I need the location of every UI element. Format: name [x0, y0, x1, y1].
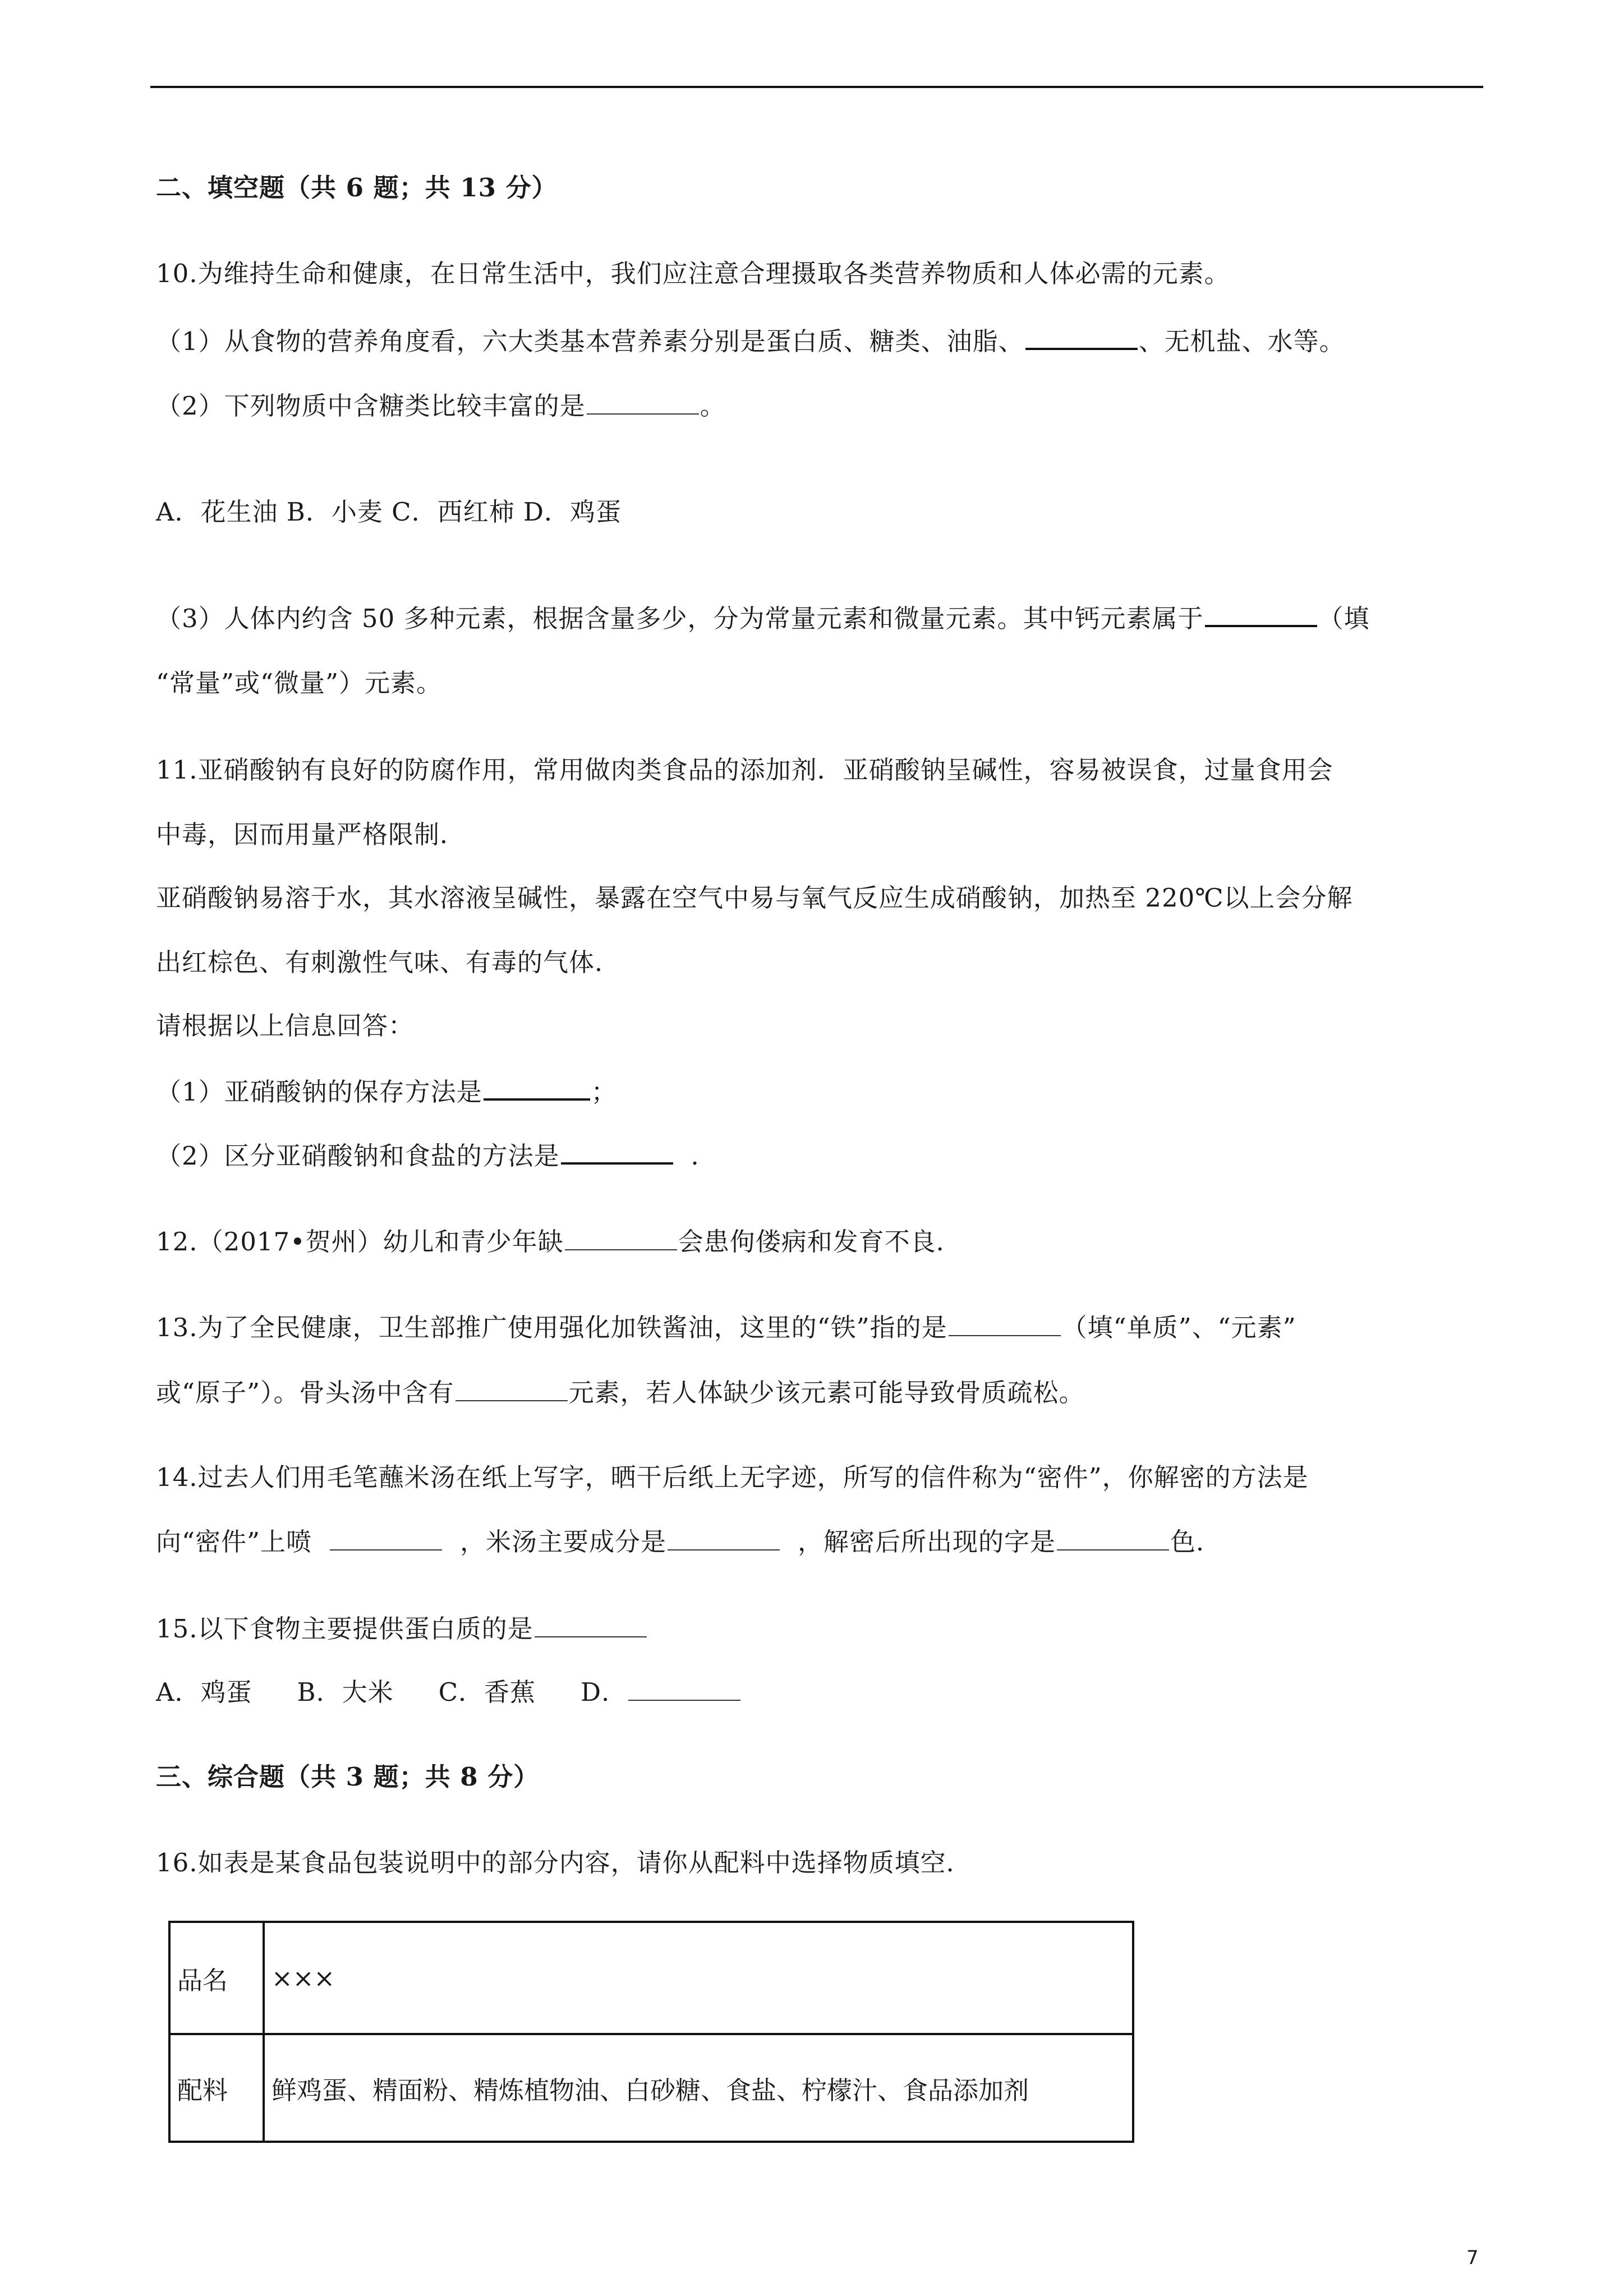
- answer-blank[interactable]: [484, 1074, 590, 1101]
- answer-blank[interactable]: [587, 389, 699, 415]
- answer-blank[interactable]: [1057, 1525, 1169, 1550]
- q10-part2: [156, 389, 726, 423]
- answer-blank[interactable]: [535, 1612, 647, 1637]
- q11-part2: [156, 1138, 717, 1173]
- q10-part3-text: （3）人体内约含 50 多种元素，根据含量多少，分为常量元素和微量元素。其中钙元素属于: [156, 604, 1204, 633]
- q15-stem: [156, 1612, 648, 1646]
- q13-line2: [156, 1375, 1085, 1410]
- q11-part2-text: （2）区分亚硝酸钠和食盐的方法是: [156, 1141, 560, 1171]
- q10-part1: [156, 323, 1345, 358]
- q11-line5: 请根据以上信息回答：: [156, 1011, 415, 1041]
- q14-line2-text-a: 向“密件”上喷: [156, 1527, 312, 1557]
- q11-part2-suffix: ．: [691, 1141, 717, 1171]
- q15-stem-text: 15.以下食物主要提供蛋白质的是: [156, 1614, 533, 1644]
- q12-suffix: 会患佝偻病和发育不良．: [678, 1227, 962, 1257]
- food-info-table: [168, 1921, 1134, 2143]
- q13-line2-suffix: 元素，若人体缺少该元素可能导致骨质疏松。: [568, 1378, 1085, 1407]
- q10-part1-text: （1）从食物的营养角度看，六大类基本营养素分别是蛋白质、糖类、油脂、: [156, 326, 1024, 356]
- header-rule: [150, 86, 1483, 88]
- answer-blank[interactable]: [561, 1138, 673, 1165]
- table-row: [169, 2034, 1133, 2142]
- q11-line3: 亚硝酸钠易溶于水，其水溶液呈碱性，暴露在空气中易与氧气反应生成硝酸钠，加热至 220℃以上会分解: [156, 883, 1353, 913]
- q15-option-b: B．大米: [297, 1677, 394, 1707]
- q16-stem: 16.如表是某食品包装说明中的部分内容，请你从配料中选择物质填空．: [156, 1848, 972, 1878]
- q12-text: 12.（2017•贺州）幼儿和青少年缺: [156, 1227, 564, 1257]
- q10-part3: [156, 600, 1370, 636]
- q13-line2-text: 或“原子”）。骨头汤中含有: [156, 1378, 454, 1407]
- q11-part1: [156, 1074, 617, 1109]
- q13-line1-text: 13.为了全民健康，卫生部推广使用强化加铁酱油，这里的“铁”指的是: [156, 1313, 947, 1342]
- answer-blank[interactable]: [330, 1525, 442, 1550]
- q11-part1-text: （1）亚硝酸钠的保存方法是: [156, 1077, 482, 1107]
- answer-blank[interactable]: [456, 1375, 568, 1401]
- q14-line2-text-c: ，解密后所出现的字是: [798, 1527, 1056, 1557]
- q12: [156, 1225, 962, 1259]
- q10-part1-suffix: 、无机盐、水等。: [1138, 326, 1345, 356]
- table-value-cell: 鲜鸡蛋、精面粉、精炼植物油、白砂糖、食盐、柠檬汁、食品添加剂: [264, 2034, 1133, 2142]
- q14-line1: 14.过去人们用毛笔蘸米汤在纸上写字，晒干后纸上无字迹，所写的信件称为“密件”，你解密的方法是: [156, 1462, 1309, 1492]
- answer-blank[interactable]: [1205, 600, 1317, 627]
- table-key-cell: 品名: [169, 1922, 264, 2034]
- q10-part3-line2: “常量”或“微量”）元素。: [156, 668, 443, 698]
- q14-line2-text-d: 色．: [1170, 1527, 1222, 1557]
- q11-line1: 11.亚硝酸钠有良好的防腐作用，常用做肉类食品的添加剂．亚硝酸钠呈碱性，容易被误食，过量食用会: [156, 755, 1333, 785]
- q15-option-a: A．鸡蛋: [156, 1677, 252, 1707]
- answer-blank[interactable]: [628, 1675, 740, 1701]
- q11-line2: 中毒，因而用量严格限制．: [156, 820, 466, 849]
- section3-heading: 三、综合题（共 3 题；共 8 分）: [156, 1762, 540, 1792]
- q15-options: [156, 1675, 742, 1709]
- q10-part3-suffix: （填: [1318, 604, 1370, 633]
- table-key-cell: 配料: [169, 2034, 264, 2142]
- q10-part2-text: （2）下列物质中含糖类比较丰富的是: [156, 391, 586, 421]
- q11-line4: 出红棕色、有刺激性气味、有毒的气体．: [156, 947, 621, 977]
- page-number: 7: [1466, 2247, 1479, 2269]
- section2-heading: 二、填空题（共 6 题；共 13 分）: [156, 173, 558, 203]
- q10-options: A．花生油 B．小麦 C．西红柿 D．鸡蛋: [156, 497, 622, 527]
- table-value-cell: ×××: [264, 1922, 1133, 2034]
- q11-part1-suffix: ；: [591, 1077, 617, 1107]
- q13-line1: [156, 1310, 1296, 1345]
- answer-blank[interactable]: [668, 1525, 780, 1550]
- table-row: [169, 1922, 1133, 2034]
- q14-line2: [156, 1525, 1222, 1559]
- q10-stem: 10.为维持生命和健康，在日常生活中，我们应注意合理摄取各类营养物质和人体必需的元素。: [156, 259, 1230, 288]
- q14-line2-text-b: ，米汤主要成分是: [460, 1527, 667, 1557]
- q13-line1-suffix: （填“单质”、“元素”: [1061, 1313, 1296, 1342]
- q10-part2-suffix: 。: [700, 391, 726, 421]
- answer-blank[interactable]: [565, 1225, 677, 1250]
- q15-option-c: C．香蕉: [438, 1677, 536, 1707]
- answer-blank[interactable]: [949, 1310, 1061, 1336]
- q15-option-d: D．: [581, 1677, 628, 1707]
- answer-blank[interactable]: [1025, 323, 1138, 350]
